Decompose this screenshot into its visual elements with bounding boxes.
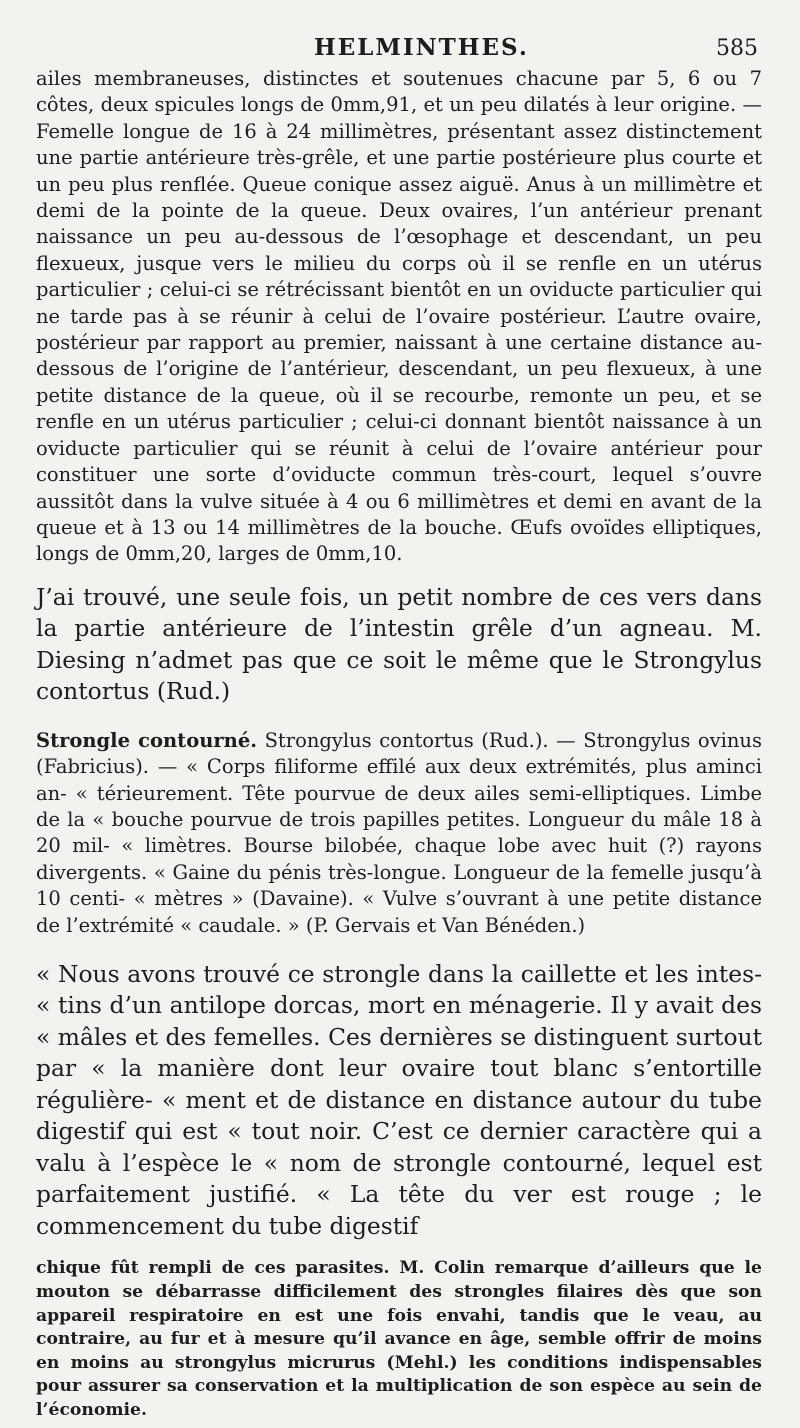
footnote-divider [36,1252,762,1253]
page-number: 585 [716,36,758,61]
running-header [36,26,762,66]
paragraph-quotation: « Nous avons trouvé ce strongle dans la caillette et les intes- « tins d’un antilope dorcas, mort en ménagerie. Il y avait des « mâles et des femelles. Ces dernières se distinguent surtout par « la manière dont leur ovaire tout blanc s’entortille régulière- « ment et de distance en distance autour du tube digestif qui est « tout noir. C’est ce dernier caractère qui a valu à l’espèce le « nom de strongle contourné, lequel est parfaitement justifié. « La tête du ver est rouge ; le commencement du tube digestif [36,959,762,1240]
species-description: Strongylus contortus (Rud.). — Strongylus ovinus (Fabricius). — « Corps filiforme effilé aux deux extrémités, plus aminci an- « térieurement. Tête pourvue de deux ailes semi-elliptiques. Limbe de la « bouche pourvue de trois papilles petites. Longueur du mâle 18 à 20 mil- « limètres. Bourse bilobée, chaque lobe avec huit (?) rayons divergents. « Gaine du pénis très-longue. Longueur de la femelle jusqu’à 10 centi- « mètres » (Davaine). « Vulve s’ouvrant à une petite distance de l’extrémité « caudale. » (P. Gervais et Van Bénéden.) [36,728,762,937]
paragraph-observation: J’ai trouvé, une seule fois, un petit nombre de ces vers dans la partie antérieure de l’intestin grêle d’un agneau. M. Diesing n’admet pas que ce soit le même que le Strongylus contortus (Rud.) [36,582,762,706]
header-title: HELMINTHES. [314,34,529,61]
paragraph-footnote-text: chique fût rempli de ces parasites. M. Colin remarque d’ailleurs que le mouton se débarrasse difficilement des strongles filaires dès que son appareil respiratoire en est une fois envahi, tandis que le veau, au contraire, au fur et à mesure qu’il avance en âge, semble offrir de moins en moins au strongylus micrurus (Mehl.) les conditions indispensables pour assurer sa conservation et la multiplication de son espèce au sein de l’économie. [36,1258,762,1421]
paragraph-description-female: ailes membraneuses, distinctes et soutenues chacune par 5, 6 ou 7 côtes, deux spicules longs de 0mm,91, et un peu dilatés à leur origine. — Femelle longue de 16 à 24 millimètres, présentant assez distinctement une partie antérieure très-grêle, et une partie postérieure plus courte et un peu plus renflée. Queue conique assez aiguë. Anus à un millimètre et demi de la pointe de la queue. Deux ovaires, l’un antérieur prenant naissance un peu au-dessous de l’œsophage et descendant, un peu flexueux, jusque vers le milieu du corps où il se renfle en un utérus particulier ; celui-ci se rétrécissant bientôt en un oviducte particulier qui ne tarde pas à se réunir à celui de l’ovaire postérieur. L’autre ovaire, postérieur par rapport au premier, naissant à une certaine distance au-dessous de l’origine de l’antérieur, descendant, un peu flexueux, à une petite distance de la queue, où il se recourbe, remonte un peu, et se renfle en un utérus particulier ; celui-ci donnant bientôt naissance à un oviducte particulier qui se réunit à celui de l’ovaire antérieur pour constituer une sorte d’oviducte commun très-court, lequel s’ouvre aussitôt dans la vulve située à 4 ou 6 millimètres et demi en avant de la queue et à 13 ou 14 millimètres de la bouche. Œufs ovoïdes elliptiques, longs de 0mm,20, larges de 0mm,10. [36,67,762,566]
paragraph-strongle-contourne [36,728,762,939]
species-heading: Strongle contourné. [36,728,258,752]
